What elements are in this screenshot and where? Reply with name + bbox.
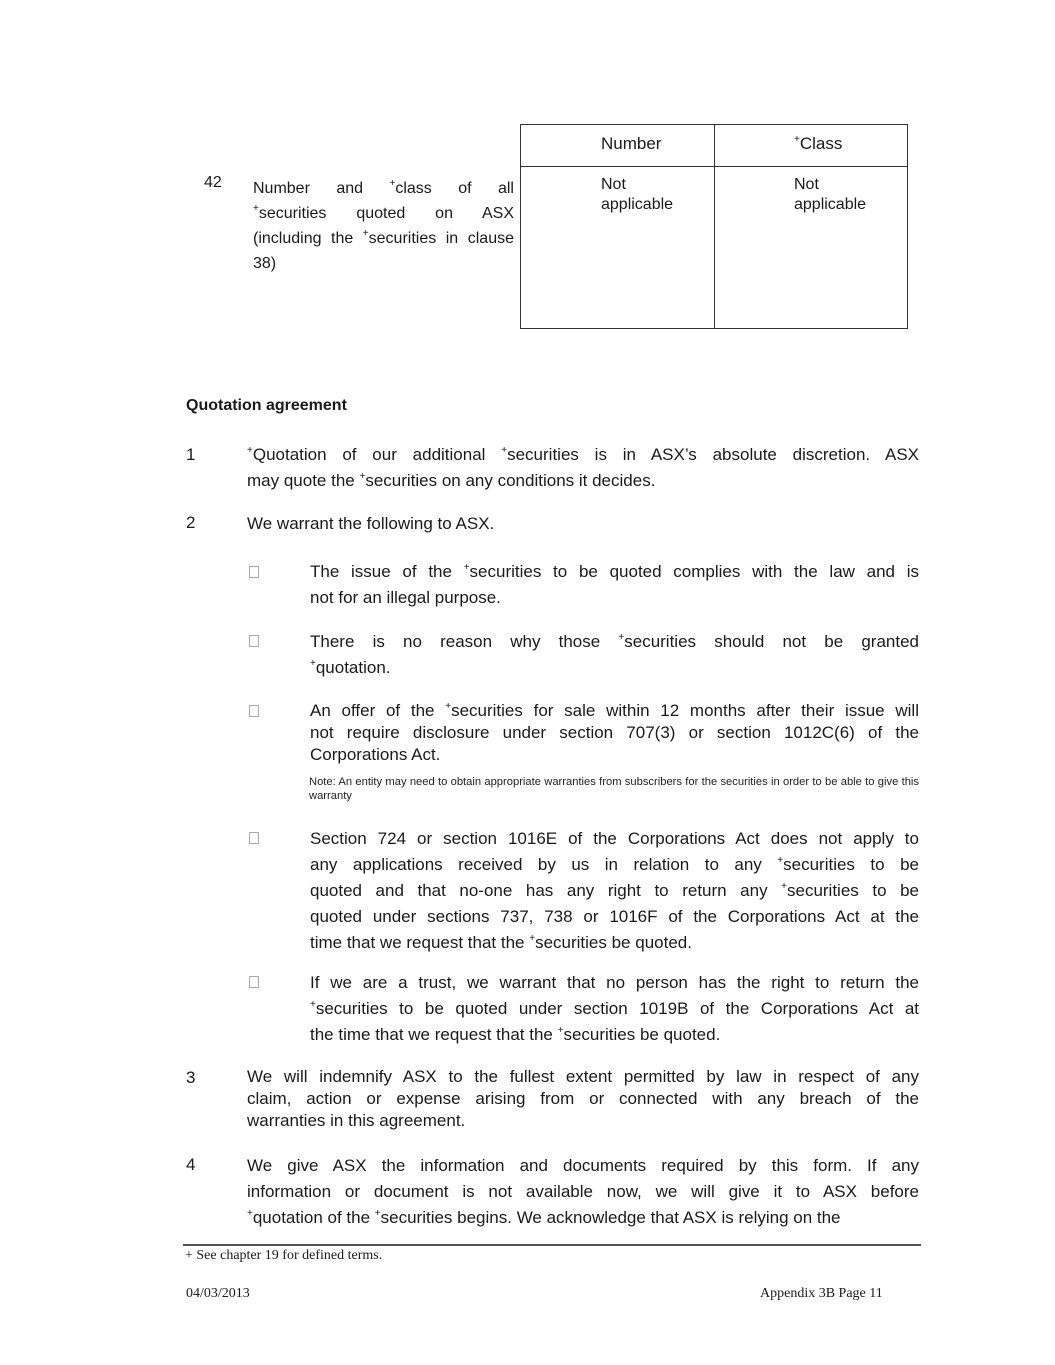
defined-term-marker: + xyxy=(247,445,253,456)
defined-term-marker: + xyxy=(247,1208,253,1219)
header-label: Number xyxy=(601,134,662,153)
defined-term-marker: + xyxy=(463,562,470,573)
text-segment: quoted and that no-one has any right to return any xyxy=(310,881,782,900)
text-segment: If we are a trust, we warrant that no person has the right to return the xyxy=(310,973,919,992)
clause-1-text xyxy=(247,442,919,494)
defined-term-marker: + xyxy=(359,471,366,482)
text-segment: securities for sale within 12 months after their issue will xyxy=(451,701,919,720)
text-line xyxy=(253,251,514,276)
clause-3-text xyxy=(247,1066,919,1132)
text-segment: may quote the xyxy=(247,471,360,490)
text-segment: claim, action or expense arising from or connected with any breach of the xyxy=(247,1089,919,1108)
defined-term-marker: + xyxy=(618,632,625,643)
text-line xyxy=(247,513,919,535)
text-segment: not require disclosure under section 707(3) or section 1012C(6) of the xyxy=(310,723,919,742)
table-cell-number xyxy=(601,175,673,215)
checkbox-icon xyxy=(249,635,259,647)
clause-number-3: 3 xyxy=(186,1068,196,1087)
text-segment: securities on any conditions it decides. xyxy=(365,471,656,490)
text-segment: The issue of the xyxy=(310,562,464,581)
table-cell-class xyxy=(794,175,866,215)
text-segment: quotation of the xyxy=(252,1208,375,1227)
text-line xyxy=(310,700,919,722)
clause-4-text xyxy=(247,1153,919,1231)
text-line xyxy=(310,655,919,681)
defined-term-marker: + xyxy=(389,178,396,189)
text-segment: We give ASX the information and documents required by this form. If any xyxy=(247,1156,919,1175)
text-line xyxy=(310,629,919,655)
item-number-42: 42 xyxy=(204,174,222,191)
checkbox-icon xyxy=(249,832,259,844)
text-segment: any applications received by us in relation to any xyxy=(310,855,778,874)
footnote: + See chapter 19 for defined terms. xyxy=(185,1248,383,1263)
text-line xyxy=(310,585,919,611)
checkbox-icon xyxy=(249,976,259,988)
text-segment: There is no reason why those xyxy=(310,632,619,651)
footer-date: 04/03/2013 xyxy=(186,1286,250,1301)
defined-term-marker: + xyxy=(310,658,316,669)
text-line xyxy=(310,722,919,744)
text-segment: We will indemnify ASX to the fullest extent permitted by law in respect of any xyxy=(247,1067,919,1086)
defined-term-marker: + xyxy=(529,933,536,944)
securities-table xyxy=(520,124,908,329)
text-segment: information or document is not available now, we will give it to ASX before xyxy=(247,1182,919,1201)
text-segment: securities in clause xyxy=(368,230,514,247)
text-segment: quotation. xyxy=(315,658,391,677)
table-header-class xyxy=(794,134,842,154)
clause-number-1: 1 xyxy=(186,445,196,464)
text-segment: securities begins. We acknowledge that ASX is relying on the xyxy=(380,1208,841,1227)
checkbox-icon xyxy=(249,566,259,578)
defined-term-marker: + xyxy=(794,134,800,145)
header-label: Class xyxy=(799,134,843,153)
text-segment: An offer of the xyxy=(310,701,446,720)
text-segment: (including the xyxy=(253,230,363,247)
text-line xyxy=(310,852,919,878)
checkbox-icon xyxy=(249,705,259,717)
text-line xyxy=(247,1110,919,1132)
text-segment: securities to be quoted under section 1019B of the Corporations Act at xyxy=(315,999,919,1018)
cell-text: Not xyxy=(794,176,819,193)
text-segment: securities quoted on ASX xyxy=(258,205,514,222)
warranty-4-text xyxy=(310,826,919,956)
text-line xyxy=(247,1179,919,1205)
text-line xyxy=(253,226,514,251)
defined-term-marker: + xyxy=(777,855,784,866)
text-segment: warranties in this agreement. xyxy=(247,1111,466,1130)
text-segment: the time that we request that the xyxy=(310,1025,558,1044)
defined-term-marker: + xyxy=(253,203,259,214)
clause-2-text xyxy=(247,513,919,535)
text-line xyxy=(310,970,919,996)
table-header-number xyxy=(601,134,661,154)
warranty-1-text xyxy=(310,559,919,611)
section-heading: Quotation agreement xyxy=(186,397,347,414)
text-segment: securities be quoted. xyxy=(563,1025,721,1044)
text-segment: securities to be xyxy=(783,855,919,874)
cell-text: Not xyxy=(601,176,626,193)
text-line xyxy=(247,442,919,468)
text-segment: We warrant the following to ASX. xyxy=(247,514,495,533)
footer-divider xyxy=(183,1244,921,1246)
warranty-note: Note: An entity may need to obtain appropriate warranties from subscribers for the securities in order to be able to give this warranty xyxy=(309,776,919,802)
text-segment: time that we request that the xyxy=(310,933,530,952)
footer-page-label: Appendix 3B Page 11 xyxy=(760,1286,883,1301)
defined-term-marker: + xyxy=(557,1025,564,1036)
text-segment: class of all xyxy=(395,180,514,197)
defined-term-marker: + xyxy=(781,881,787,892)
defined-term-marker: + xyxy=(501,445,508,456)
defined-term-marker: + xyxy=(445,701,452,712)
text-segment: securities be quoted. xyxy=(535,933,692,952)
text-segment: securities to be quoted complies with the law and is xyxy=(469,562,920,581)
text-line xyxy=(247,1088,919,1110)
text-segment: Corporations Act. xyxy=(310,745,441,764)
text-line xyxy=(247,468,919,494)
text-segment: Number and xyxy=(253,180,390,197)
text-line xyxy=(310,904,919,930)
text-segment: 38) xyxy=(253,255,277,272)
text-line xyxy=(310,1022,919,1048)
text-line xyxy=(310,878,919,904)
text-segment: securities to be xyxy=(786,881,919,900)
defined-term-marker: + xyxy=(310,999,316,1010)
text-segment: securities is in ASX’s absolute discretion. ASX xyxy=(507,445,919,464)
defined-term-marker: + xyxy=(362,228,369,239)
text-segment: securities should not be granted xyxy=(624,632,919,651)
text-line xyxy=(310,930,919,956)
text-line xyxy=(247,1205,919,1231)
text-line xyxy=(310,559,919,585)
table-column-divider xyxy=(714,125,715,328)
text-segment: Quotation of our additional xyxy=(252,445,502,464)
text-line xyxy=(310,826,919,852)
cell-text: applicable xyxy=(601,196,674,213)
text-line xyxy=(247,1066,919,1088)
text-segment: not for an illegal purpose. xyxy=(310,588,501,607)
text-line xyxy=(253,201,514,226)
clause-number-4: 4 xyxy=(186,1155,196,1174)
warranty-2-text xyxy=(310,629,919,681)
item-42-description xyxy=(253,176,514,276)
warranty-3-text xyxy=(310,700,919,766)
text-segment: Section 724 or section 1016E of the Corporations Act does not apply to xyxy=(310,829,919,848)
warranty-5-text xyxy=(310,970,919,1048)
text-line xyxy=(247,1153,919,1179)
clause-number-2: 2 xyxy=(186,513,196,532)
text-line xyxy=(310,744,919,766)
text-line xyxy=(310,996,919,1022)
text-segment: quoted under sections 737, 738 or 1016F of the Corporations Act at the xyxy=(310,907,919,926)
text-line xyxy=(253,176,514,201)
defined-term-marker: + xyxy=(374,1208,381,1219)
cell-text: applicable xyxy=(794,196,867,213)
